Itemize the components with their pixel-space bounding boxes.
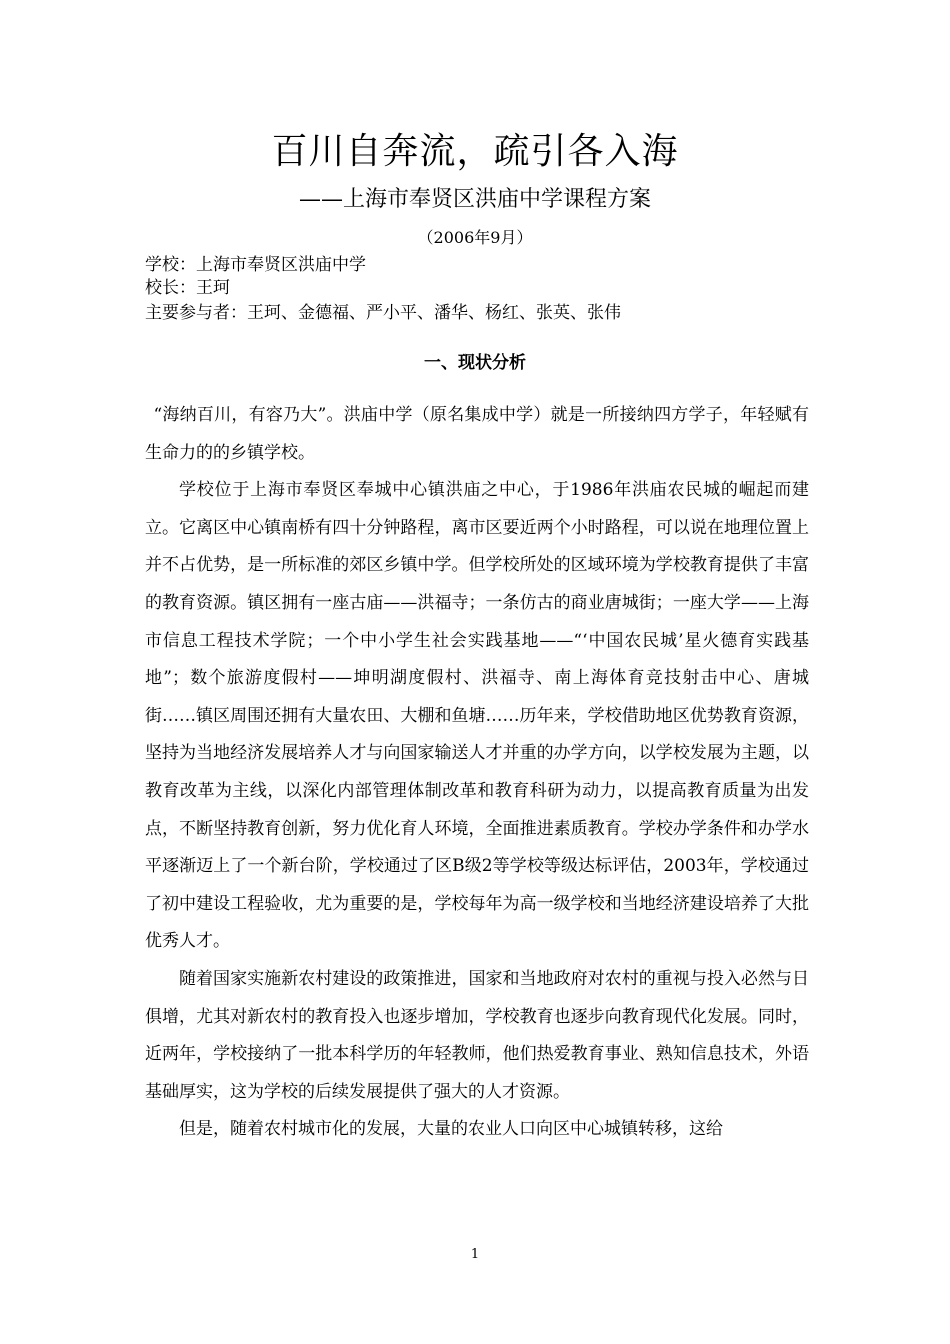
section-heading: 一、现状分析 — [424, 353, 526, 373]
paragraph-3: 随着国家实施新农村建设的政策推进，国家和当地政府对农村的重视与投入必然与日俱增，尤其对新农村的教育投入也逐步增加，学校教育也逐步向教育现代化发展。同时，近两年，学校接纳了一批本科学历的年轻教师，他们热爱教育事业、熟知信息技术，外语基础厚实，这为学校的后续发展提供了强大的人才资源。 — [145, 968, 809, 1102]
document-date: （2006年9月） — [417, 228, 533, 247]
document-subtitle: ——上海市奉贤区洪庙中学课程方案 — [298, 187, 651, 212]
participants-line: 主要参与者：王珂、金德福、严小平、潘华、杨红、张英、张伟 — [145, 303, 621, 323]
paragraph-4: 但是，随着农村城市化的发展，大量的农业人口向区中心城镇转移，这给 — [179, 1119, 723, 1140]
document-title: 百川自奔流，疏引各入海 — [271, 131, 679, 172]
paragraph-1: “海纳百川，有容乃大”。洪庙中学（原名集成中学）就是一所接纳四方学子，年轻赋有生命力的的乡镇学校。 — [145, 405, 809, 463]
paragraph-2: 学校位于上海市奉贤区奉城中心镇洪庙之中心，于1986年洪庙农民城的崛起而建立。它离区中心镇南桥有四十分钟路程，离市区要近两个小时路程，可以说在地理位置上并不占优势，是一所标准的郊区乡镇中学。但学校所处的区域环境为学校教育提供了丰富的教育资源。镇区拥有一座古庙——洪福寺；一条仿古的商业唐城街；一座大学——上海市信息工程技术学院；一个中小学生社会实践基地——“‘中国农民城’星火德育实践基地”；数个旅游度假村——坤明湖度假村、洪福寺、南上海体育竞技射击中心、唐城街……镇区周围还拥有大量农田、大棚和鱼塘……历年来，学校借助地区优势教育资源，坚持为当地经济发展培养人才与向国家输送人才并重的办学方向，以学校发展为主题，以教育改革为主线，以深化内部管理体制改革和教育科研为动力，以提高教育质量为出发点，不断坚持教育创新，努力优化育人环境，全面推进素质教育。学校办学条件和办学水平逐渐迈上了一个新台阶，学校通过了区B级2等学校等级达标评估，2003年，学校通过了初中建设工程验收，尤为重要的是，学校每年为高一级学校和当地经济建设培养了大批优秀人才。 — [145, 480, 809, 952]
principal-line: 校长：王珂 — [145, 278, 230, 298]
page-number: 1 — [470, 1247, 480, 1262]
school-line: 学校：上海市奉贤区洪庙中学 — [145, 255, 366, 275]
body-text — [145, 397, 809, 1149]
